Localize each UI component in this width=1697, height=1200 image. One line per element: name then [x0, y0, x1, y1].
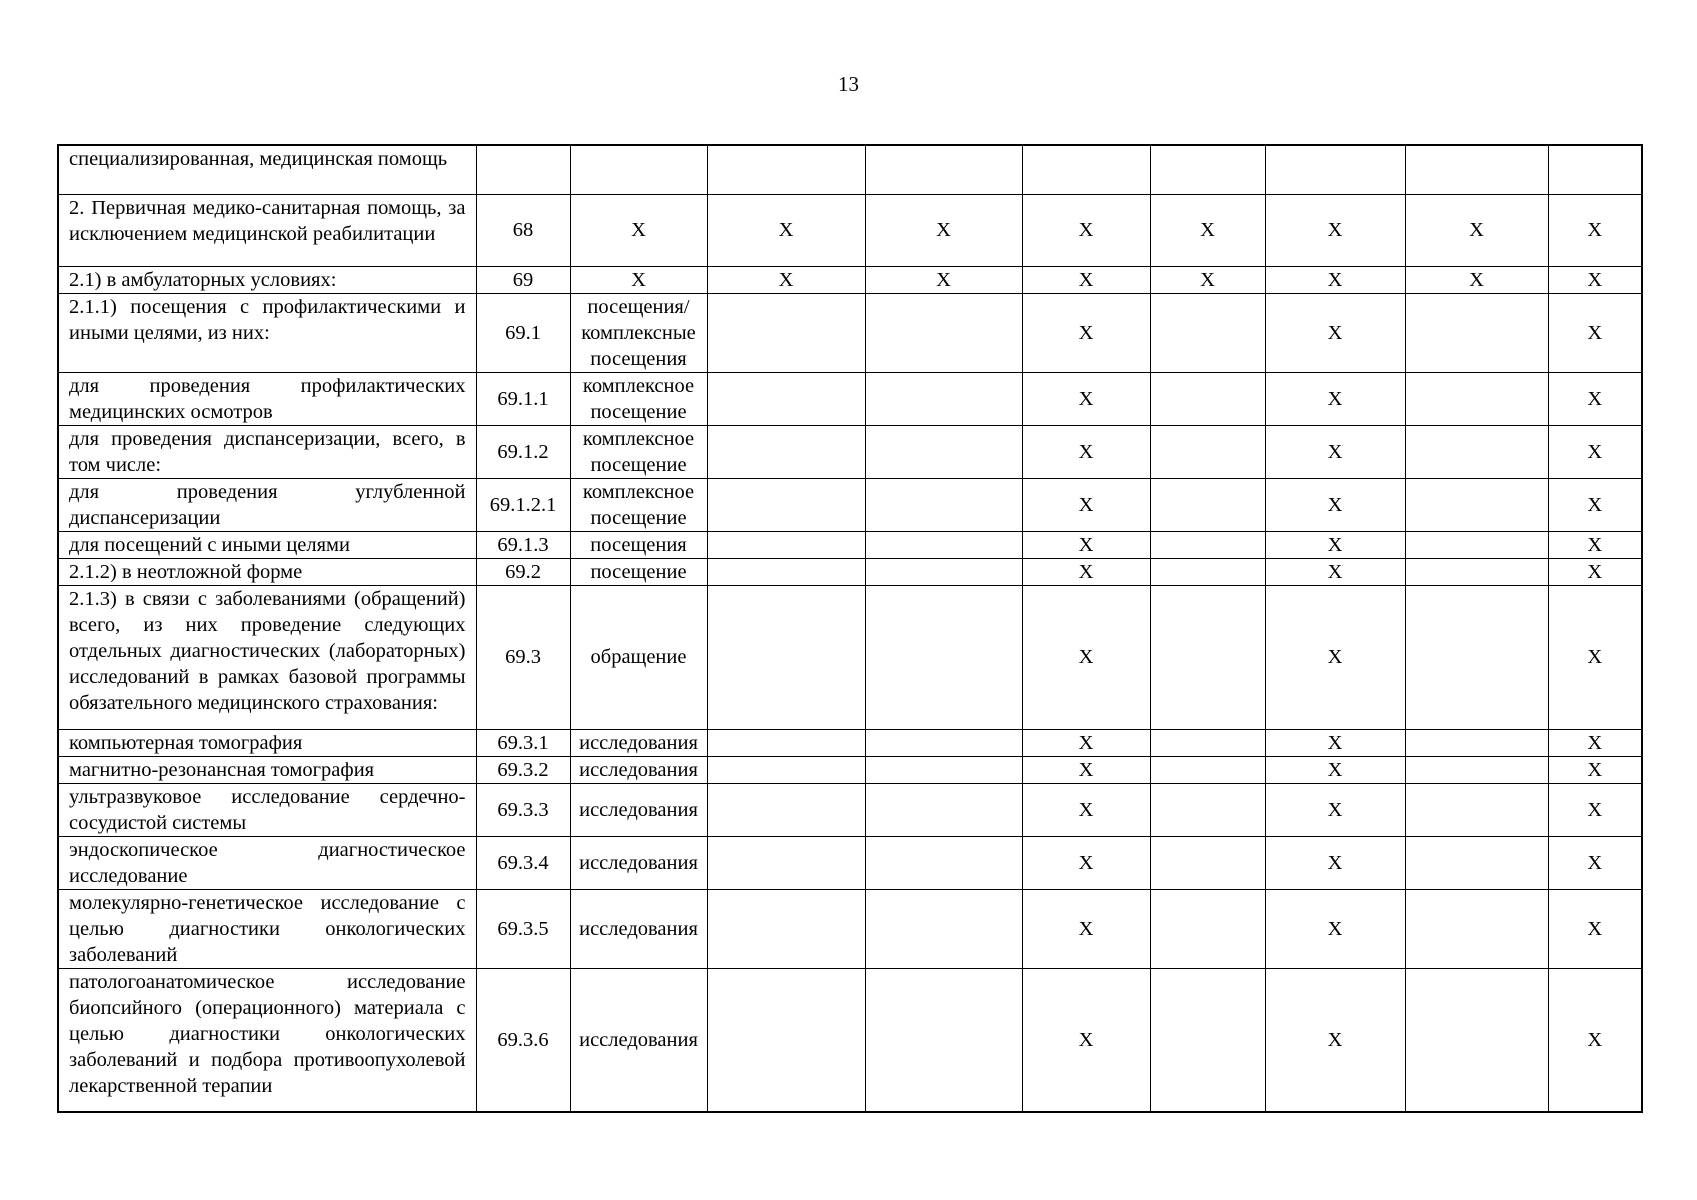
row-code: 69: [476, 266, 570, 293]
row-col-4: [707, 531, 865, 558]
table-row: [58, 293, 1642, 372]
row-col-10: X: [1548, 293, 1642, 372]
row-description: для проведения профилактических медицинских осмотров: [58, 372, 476, 425]
row-col-5: [865, 145, 1022, 194]
row-description: для посещений с иными целями: [58, 531, 476, 558]
row-unit: исследования: [570, 836, 707, 889]
row-col-7: [1150, 889, 1265, 968]
row-description: 2.1.1) посещения с профилактическими и иными целями, из них:: [58, 293, 476, 372]
row-col-10: X: [1548, 194, 1642, 266]
row-col-9: [1405, 756, 1548, 783]
row-col-4: [707, 293, 865, 372]
row-col-5: [865, 531, 1022, 558]
row-col-4: [707, 968, 865, 1112]
row-col-8: X: [1265, 372, 1405, 425]
row-unit: комплексное посещение: [570, 372, 707, 425]
row-col-6: X: [1022, 836, 1150, 889]
table-row: [58, 145, 1642, 194]
row-col-8: X: [1265, 425, 1405, 478]
row-description: для проведения углубленной диспансеризации: [58, 478, 476, 531]
row-col-6: X: [1022, 425, 1150, 478]
row-description: компьютерная томография: [58, 729, 476, 756]
row-unit: посещения/ комплексные посещения: [570, 293, 707, 372]
row-code: 69.3.6: [476, 968, 570, 1112]
row-description: 2. Первичная медико-санитарная помощь, за исключением медицинской реабилитации: [58, 194, 476, 266]
table-row: [58, 558, 1642, 585]
row-col-9: [1405, 889, 1548, 968]
row-col-4: [707, 558, 865, 585]
row-col-8: X: [1265, 194, 1405, 266]
table-row: [58, 531, 1642, 558]
row-col-6: X: [1022, 585, 1150, 729]
row-code: 69.1.3: [476, 531, 570, 558]
row-col-6: X: [1022, 756, 1150, 783]
row-col-10: X: [1548, 425, 1642, 478]
row-col-8: X: [1265, 478, 1405, 531]
row-col-4: [707, 783, 865, 836]
row-code: 69.3.2: [476, 756, 570, 783]
row-col-4: [707, 756, 865, 783]
row-code: 69.1.1: [476, 372, 570, 425]
row-code: 69.1: [476, 293, 570, 372]
row-col-7: [1150, 531, 1265, 558]
row-col-5: [865, 836, 1022, 889]
row-col-10: X: [1548, 478, 1642, 531]
row-description: ультразвуковое исследование сердечно-сосудистой системы: [58, 783, 476, 836]
row-col-8: X: [1265, 729, 1405, 756]
row-unit: исследования: [570, 889, 707, 968]
row-col-7: [1150, 585, 1265, 729]
row-col-10: X: [1548, 836, 1642, 889]
row-col-10: X: [1548, 783, 1642, 836]
row-col-7: X: [1150, 194, 1265, 266]
row-col-8: X: [1265, 836, 1405, 889]
row-col-6: X: [1022, 194, 1150, 266]
row-col-7: [1150, 478, 1265, 531]
table-row: [58, 729, 1642, 756]
row-col-4: X: [707, 266, 865, 293]
row-col-7: [1150, 783, 1265, 836]
row-col-4: [707, 372, 865, 425]
row-col-9: [1405, 293, 1548, 372]
row-col-9: [1405, 372, 1548, 425]
row-unit: посещения: [570, 531, 707, 558]
row-col-7: [1150, 756, 1265, 783]
row-col-4: [707, 478, 865, 531]
row-code: 68: [476, 194, 570, 266]
table-row: [58, 194, 1642, 266]
row-col-10: X: [1548, 729, 1642, 756]
row-col-7: [1150, 558, 1265, 585]
row-col-9: [1405, 531, 1548, 558]
row-unit: исследования: [570, 783, 707, 836]
row-unit: посещение: [570, 558, 707, 585]
row-col-8: X: [1265, 968, 1405, 1112]
row-col-5: [865, 585, 1022, 729]
row-description: молекулярно-генетическое исследование с целью диагностики онкологических заболеваний: [58, 889, 476, 968]
row-col-8: X: [1265, 266, 1405, 293]
row-col-5: [865, 478, 1022, 531]
row-col-6: X: [1022, 558, 1150, 585]
row-col-9: [1405, 836, 1548, 889]
table-row: [58, 783, 1642, 836]
row-code: 69.3.5: [476, 889, 570, 968]
row-col-9: [1405, 783, 1548, 836]
row-col-6: X: [1022, 729, 1150, 756]
table-row: [58, 372, 1642, 425]
row-col-10: X: [1548, 372, 1642, 425]
page-number: 13: [838, 72, 859, 96]
row-col-8: X: [1265, 889, 1405, 968]
row-code: 69.3.1: [476, 729, 570, 756]
row-col-6: X: [1022, 889, 1150, 968]
row-col-5: [865, 293, 1022, 372]
row-col-7: [1150, 145, 1265, 194]
row-col-9: [1405, 585, 1548, 729]
row-col-4: [707, 836, 865, 889]
row-col-10: X: [1548, 585, 1642, 729]
row-col-8: X: [1265, 531, 1405, 558]
row-col-6: X: [1022, 478, 1150, 531]
row-description: для проведения диспансеризации, всего, в том числе:: [58, 425, 476, 478]
row-code: 69.3.3: [476, 783, 570, 836]
row-col-8: X: [1265, 756, 1405, 783]
row-col-7: [1150, 968, 1265, 1112]
row-unit: исследования: [570, 968, 707, 1112]
row-col-9: [1405, 425, 1548, 478]
row-code: 69.3.4: [476, 836, 570, 889]
row-col-7: [1150, 372, 1265, 425]
row-description: специализированная, медицинская помощь: [58, 145, 476, 194]
row-col-7: X: [1150, 266, 1265, 293]
row-col-4: [707, 145, 865, 194]
row-col-7: [1150, 425, 1265, 478]
table-row: [58, 266, 1642, 293]
row-col-6: [1022, 145, 1150, 194]
row-col-4: [707, 729, 865, 756]
row-col-6: X: [1022, 783, 1150, 836]
table-row: [58, 968, 1642, 1112]
row-col-7: [1150, 293, 1265, 372]
row-code: 69.1.2: [476, 425, 570, 478]
row-col-5: [865, 729, 1022, 756]
row-unit: X: [570, 194, 707, 266]
row-col-7: [1150, 836, 1265, 889]
row-description: патологоанатомическое исследование биопсийного (операционного) материала с целью диагностики онкологических заболеваний и подбора противоопухолевой лекарственной терапии: [58, 968, 476, 1112]
row-col-5: X: [865, 266, 1022, 293]
row-unit: комплексное посещение: [570, 425, 707, 478]
row-col-9: [1405, 558, 1548, 585]
row-description: 2.1) в амбулаторных условиях:: [58, 266, 476, 293]
row-col-10: X: [1548, 756, 1642, 783]
row-col-9: X: [1405, 194, 1548, 266]
row-col-6: X: [1022, 968, 1150, 1112]
row-code: [476, 145, 570, 194]
row-col-6: X: [1022, 293, 1150, 372]
row-col-10: X: [1548, 889, 1642, 968]
row-col-8: X: [1265, 585, 1405, 729]
row-col-5: [865, 889, 1022, 968]
row-col-10: X: [1548, 558, 1642, 585]
row-col-5: [865, 756, 1022, 783]
document-table: [57, 144, 1643, 1113]
row-col-7: [1150, 729, 1265, 756]
row-col-9: [1405, 478, 1548, 531]
row-col-6: X: [1022, 372, 1150, 425]
row-col-5: [865, 425, 1022, 478]
row-col-8: X: [1265, 783, 1405, 836]
row-code: 69.2: [476, 558, 570, 585]
table-row: [58, 585, 1642, 729]
row-col-5: [865, 558, 1022, 585]
row-col-9: X: [1405, 266, 1548, 293]
row-col-5: [865, 372, 1022, 425]
row-col-5: X: [865, 194, 1022, 266]
row-unit: комплексное посещение: [570, 478, 707, 531]
table-row: [58, 478, 1642, 531]
table-row: [58, 756, 1642, 783]
row-col-10: X: [1548, 968, 1642, 1112]
row-col-8: X: [1265, 558, 1405, 585]
row-col-9: [1405, 145, 1548, 194]
row-col-5: [865, 968, 1022, 1112]
row-col-9: [1405, 968, 1548, 1112]
row-col-4: [707, 425, 865, 478]
table-row: [58, 889, 1642, 968]
row-col-8: [1265, 145, 1405, 194]
row-col-4: [707, 585, 865, 729]
row-code: 69.1.2.1: [476, 478, 570, 531]
row-col-4: [707, 889, 865, 968]
table-row: [58, 836, 1642, 889]
row-col-5: [865, 783, 1022, 836]
row-description: 2.1.2) в неотложной форме: [58, 558, 476, 585]
row-col-10: X: [1548, 266, 1642, 293]
row-col-8: X: [1265, 293, 1405, 372]
row-unit: исследования: [570, 756, 707, 783]
row-col-4: X: [707, 194, 865, 266]
row-code: 69.3: [476, 585, 570, 729]
row-col-6: X: [1022, 531, 1150, 558]
row-unit: обращение: [570, 585, 707, 729]
row-description: 2.1.3) в связи с заболеваниями (обращений) всего, из них проведение следующих отдельных диагностических (лабораторных) исследований в рамках базовой программы обязательного медицинского страхования:: [58, 585, 476, 729]
row-description: магнитно-резонансная томография: [58, 756, 476, 783]
row-unit: исследования: [570, 729, 707, 756]
row-description: эндоскопическое диагностическое исследование: [58, 836, 476, 889]
row-col-10: [1548, 145, 1642, 194]
row-unit: X: [570, 266, 707, 293]
row-col-6: X: [1022, 266, 1150, 293]
row-unit: [570, 145, 707, 194]
row-col-9: [1405, 729, 1548, 756]
row-col-10: X: [1548, 531, 1642, 558]
table-row: [58, 425, 1642, 478]
